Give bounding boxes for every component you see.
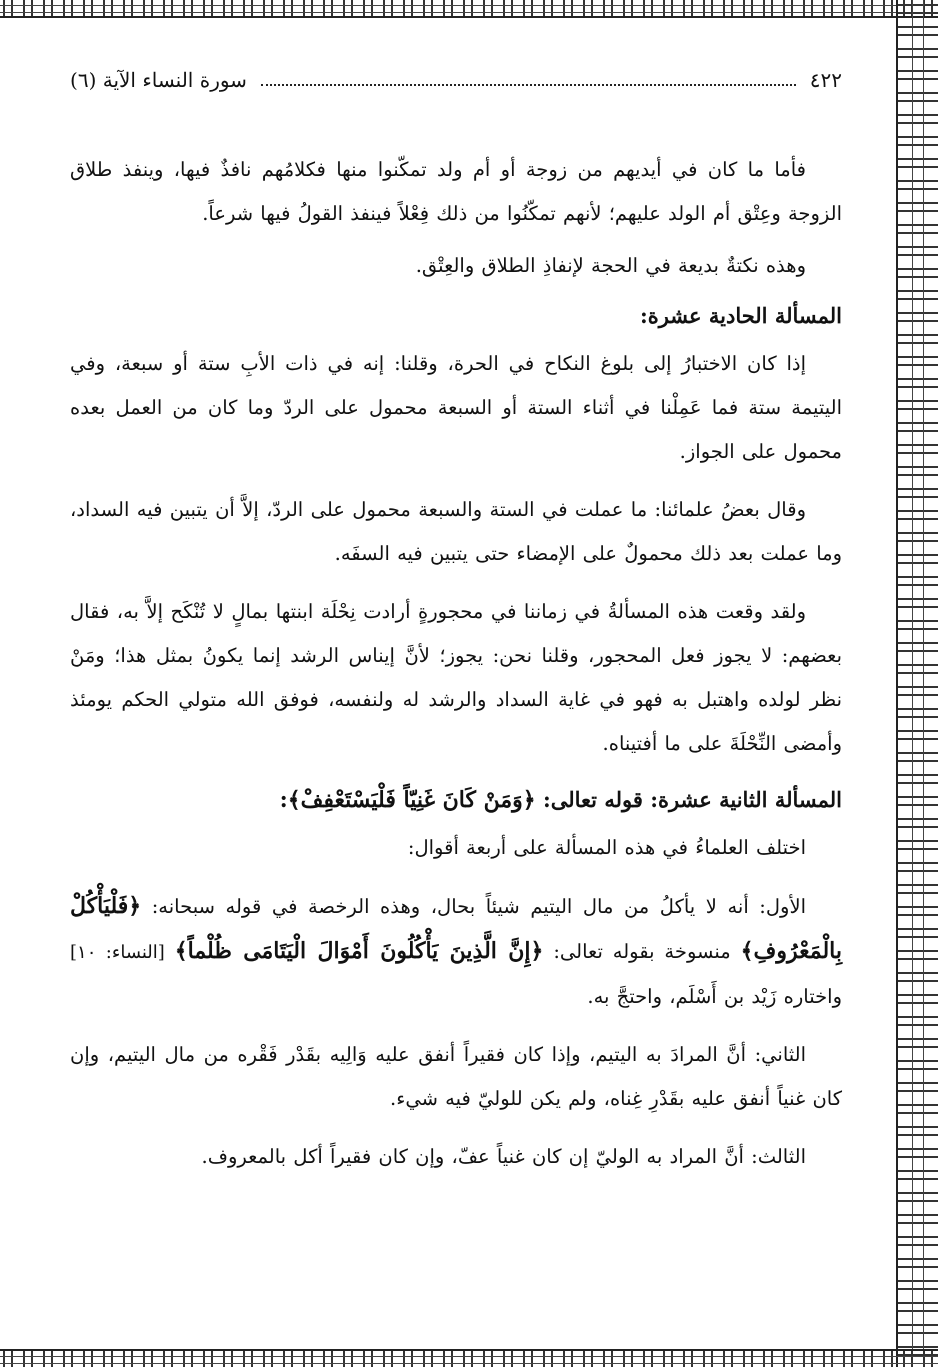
quran-verse: ﴿فَلْيَأْكُلْ بِالْمَعْرُوفِ﴾	[70, 893, 842, 964]
heading-label: المسألة الثانية عشرة: قوله تعالى:	[543, 787, 842, 812]
page-content	[70, 148, 842, 1179]
text-run: الأول: أنه لا يأكلُ من مال اليتيم شيئاً بحال، وهذه الرخصة في قوله سبحانه:	[151, 895, 806, 918]
text-run: منسوخة بقوله تعالى:	[553, 940, 731, 963]
header-leader-dots	[261, 84, 796, 86]
paragraph: وهذه نكتةٌ بديعة في الحجة لإنفاذِ الطلاق والعِتْق.	[415, 254, 806, 277]
ornamental-border-top	[0, 0, 938, 18]
paragraph: ولقد وقعت هذه المسألةُ في زماننا في محجورةٍ أرادت نِحْلَة ابنتها بمالٍ لا تُنْكَح إلاَّ به، فقال بعضهم: لا يجوز فعل المحجور، وقلنا نحن: يجوز؛ لأنَّ إيناس الرشد إنما يكونُ بمثل هذا؛ ومَنْ نظر لولده واهتبل به فهو في غاية السداد والرشد له ولنفسه، فوفق الله متولي الحكم يومئذ وأمضى النِّحْلَةَ على ما أفتيناه.	[70, 600, 842, 755]
page-header	[70, 60, 842, 100]
paragraph: الثالث: أنَّ المراد به الوليّ إن كان غنياً عفّ، وإن كان فقيراً أكل بالمعروف.	[201, 1145, 806, 1168]
verse-reference: [النساء: ١٠]	[70, 942, 165, 963]
text-run: واختاره زَيْد بن أَسْلَم، واحتجَّ به.	[587, 985, 842, 1008]
paragraph: اختلف العلماءُ في هذه المسألة على أربعة أقوال:	[407, 836, 806, 859]
quran-verse: ﴿وَمَنْ كَانَ غَنِيّاً فَلْيَسْتَعْفِفْ﴾:	[279, 787, 536, 813]
paragraph: إذا كان الاختبارُ إلى بلوغ النكاح في الحرة، وقلنا: إنه في ذات الأبِ ستة أو سبعة، وفي اليتيمة ستة فما عَمِلْنا في أثناء الستة أو السبعة محمول على الردّ وما كان من العمل بعده محمول على الجواز.	[70, 352, 842, 463]
paragraph	[70, 884, 842, 1019]
paragraph: فأما ما كان في أيديهم من زوجة أو أم ولد تمكّنوا منها فكلامُهم نافذٌ فيها، وينفذ طلاق الزوجة وعِتْق أم الولد عليهم؛ لأنهم تمكّنُوا من ذلك فِعْلاً فينفذ القولُ فيها شرعاً.	[70, 158, 842, 225]
page-number: ٤٢٢	[809, 68, 842, 92]
ornamental-border-bottom	[0, 1349, 938, 1367]
running-title: سورة النساء الآية (٦)	[70, 68, 247, 92]
section-heading-12	[70, 780, 842, 820]
paragraph: وقال بعضُ علمائنا: ما عملت في الستة والسبعة محمول على الردّ، إلاَّ أن يتبين فيه السداد، وما عملت بعد ذلك محمولٌ على الإمضاء حتى يتبين فيه السفَه.	[70, 498, 842, 565]
paragraph: الثاني: أنَّ المرادَ به اليتيم، وإذا كان فقيراً أنفق عليه وَالِيه بقَدْر فَقْره من مال اليتيم، وإن كان غنياً أنفق عليه بقَدْرِ غِناه، ولم يكن للوليّ فيه شيء.	[70, 1043, 842, 1110]
ornamental-border-right	[896, 0, 938, 1367]
book-page	[70, 60, 842, 1179]
section-heading-11: المسألة الحادية عشرة:	[639, 303, 842, 328]
quran-verse: ﴿إِنَّ الَّذِينَ يَأْكُلُونَ أَمْوَالَ الْيَتَامَى ظُلْماً﴾	[174, 938, 544, 964]
